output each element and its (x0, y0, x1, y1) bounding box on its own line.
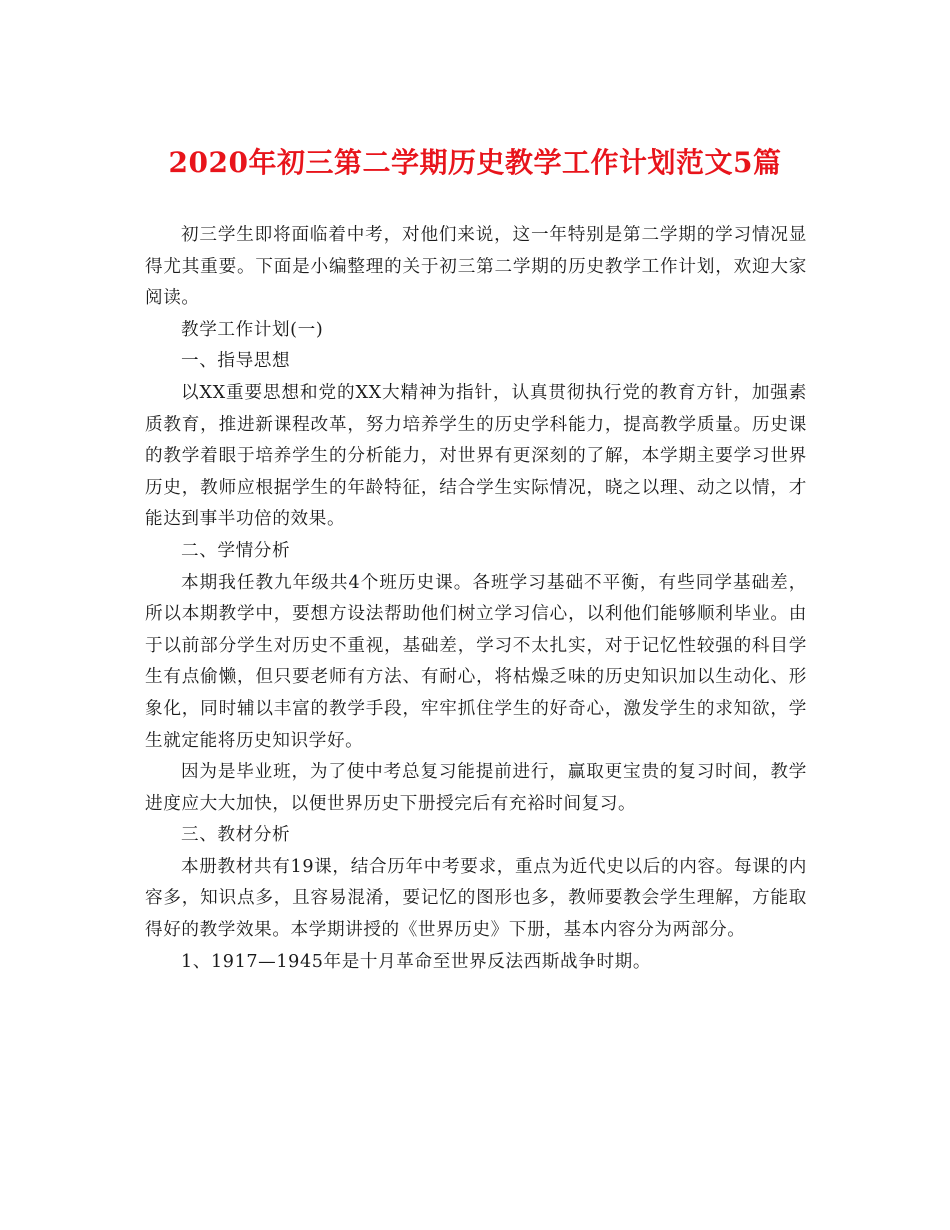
section-heading-guiding-ideology: 一、指导思想 (181, 351, 291, 372)
plan-heading: 教学工作计划(一) (181, 319, 324, 340)
section-heading-student-analysis: 二、学情分析 (181, 540, 291, 561)
guiding-ideology-paragraph: 以XX重要思想和党的XX大精神为指针，认真贯彻执行党的教育方针，加强素质教育，推进新课程改革，努力培养学生的历史学科能力，提高教学质量。历史课的教学着眼于培养学生的分析能力，对世界有更深刻的了解，本学期主要学习世界历史，教师应根据学生的年龄特征，结合学生实际情况，晓之以理、动之以情，才能达到事半功倍的效果。 (145, 382, 807, 530)
document-title: 2020年初三第二学期历史教学工作计划范文5篇 (168, 146, 782, 179)
period-one-line: 1、1917—1945年是十月革命至世界反法西斯战争时期。 (181, 951, 652, 972)
textbook-analysis-paragraph: 本册教材共有19课，结合历年中考要求，重点为近代史以后的内容。每课的内容多，知识点多，且容易混淆，要记忆的图形也多，教师要教会学生理解，方能取得好的教学效果。本学期讲授的《世界历史》下册，基本内容分为两部分。 (145, 856, 807, 941)
document-body (145, 220, 807, 978)
student-analysis-paragraph: 本期我任教九年级共4个班历史课。各班学习基础不平衡，有些同学基础差，所以本期教学中，要想方设法帮助他们树立学习信心，以利他们能够顺利毕业。由于以前部分学生对历史不重视，基础差，学习不太扎实，对于记忆性较强的科目学生有点偷懒，但只要老师有方法、有耐心，将枯燥乏味的历史知识加以生动化、形象化，同时辅以丰富的教学手段，牢牢抓住学生的好奇心，激发学生的求知欲，学生就定能将历史知识学好。 (145, 572, 807, 751)
intro-paragraph: 初三学生即将面临着中考，对他们来说，这一年特别是第二学期的学习情况显得尤其重要。下面是小编整理的关于初三第二学期的历史教学工作计划，欢迎大家阅读。 (145, 225, 807, 309)
section-heading-textbook-analysis: 三、教材分析 (181, 825, 291, 846)
graduating-class-paragraph: 因为是毕业班，为了使中考总复习能提前进行，赢取更宝贵的复习时间，教学进度应大大加快，以便世界历史下册授完后有充裕时间复习。 (145, 762, 807, 814)
